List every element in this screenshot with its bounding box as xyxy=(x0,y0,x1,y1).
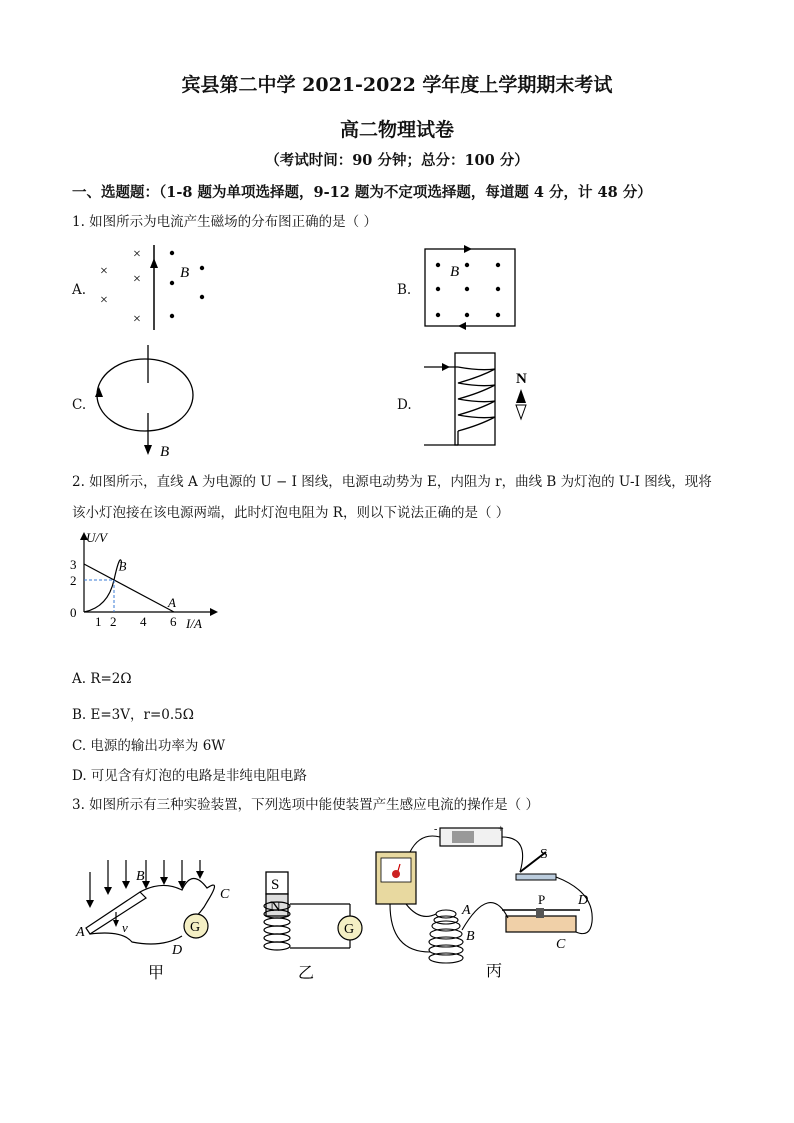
ui-chart xyxy=(68,528,228,638)
y-tick-label: 0 xyxy=(70,605,77,620)
compass-needle-north xyxy=(516,389,526,403)
svg-text:C: C xyxy=(556,937,566,952)
q1-figure-d xyxy=(420,345,540,455)
q1-figure-c xyxy=(92,343,202,463)
cross-mark: × xyxy=(133,272,141,287)
exam-title: 宾县第二中学 2021-2022 学年度上学期期末考试 xyxy=(181,74,613,96)
question-2-stem-line1: 2. 如图所示，直线 A 为电源的 U − I 图线，电源电动势为 E，内阻为 r，曲线 B 为灯泡的 U-I 图线，现将 xyxy=(72,474,712,490)
q3-figure-jia xyxy=(72,850,247,985)
cross-mark: × xyxy=(133,312,141,327)
series-b-label: B xyxy=(118,558,127,574)
svg-text:G: G xyxy=(344,922,355,937)
svg-text:-: - xyxy=(434,824,438,835)
svg-text:C: C xyxy=(220,887,230,902)
field-label: B xyxy=(450,264,460,280)
x-tick-label: 1 xyxy=(95,614,102,629)
galvanometer-label: G xyxy=(190,920,201,935)
cross-mark: × xyxy=(133,247,141,262)
field-label: B xyxy=(160,444,170,460)
switch-label: S xyxy=(540,847,548,862)
figure-caption-jia: 甲 xyxy=(148,965,165,982)
q2-option-d: D. 可见含有灯泡的电路是非纯电阻电路 xyxy=(72,768,307,784)
svg-text:A: A xyxy=(76,925,85,940)
dot-mark xyxy=(170,251,174,255)
svg-text:A: A xyxy=(462,903,471,918)
q3-figure-bing xyxy=(370,822,605,984)
series-b-curve xyxy=(84,560,122,612)
svg-text:v: v xyxy=(122,920,128,935)
magnet-s-pole: S xyxy=(271,877,280,893)
exam-info: （考试时间：90 分钟；总分：100 分） xyxy=(265,152,529,169)
series-a-label: A xyxy=(168,595,176,611)
x-tick-label: 6 xyxy=(170,614,177,629)
compass-north-label: N xyxy=(516,371,527,387)
exam-subtitle: 高二物理试卷 xyxy=(339,119,454,141)
figure-caption-yi: 乙 xyxy=(298,965,315,982)
q2-option-b: B. E=3V，r=0.5Ω xyxy=(72,707,194,723)
cross-mark: × xyxy=(100,264,108,279)
magnet-n-pole: N xyxy=(270,899,281,915)
dot-mark xyxy=(200,266,204,270)
q1-option-d-label: D. xyxy=(397,397,412,413)
dot-mark xyxy=(170,314,174,318)
x-tick-label: 4 xyxy=(140,614,147,629)
q1-option-a-label: A. xyxy=(72,282,87,298)
q1-option-c-label: C. xyxy=(72,397,87,413)
dot-mark xyxy=(200,295,204,299)
dot-mark xyxy=(170,281,174,285)
q1-option-b-label: B. xyxy=(397,282,412,298)
svg-text:D: D xyxy=(578,893,589,908)
y-axis-label: U/V xyxy=(86,530,107,545)
question-3-stem: 3. 如图所示有三种实验装置，下列选项中能使装置产生感应电流的操作是（ ） xyxy=(72,797,539,813)
svg-text:D: D xyxy=(172,943,183,958)
figure-caption-bing: 丙 xyxy=(486,963,503,980)
x-axis-label: I/A xyxy=(186,616,202,631)
svg-text:B: B xyxy=(136,869,145,884)
field-label: B xyxy=(180,265,190,281)
svg-text:B: B xyxy=(466,929,475,944)
compass-needle-south xyxy=(516,405,526,419)
y-tick-label: 3 xyxy=(70,557,77,572)
x-tick-label: 2 xyxy=(110,614,117,629)
cross-mark: × xyxy=(100,293,108,308)
question-1-stem: 1. 如图所示为电流产生磁场的分布图正确的是（ ） xyxy=(72,214,377,230)
q3-figure-yi xyxy=(258,868,373,983)
q2-option-c: C. 电源的输出功率为 6W xyxy=(72,738,226,754)
section-heading: 一、选题题：（1-8 题为单项选择题，9-12 题为不定项选择题，每道题 4 分，计 48 分） xyxy=(72,184,652,201)
svg-text:P: P xyxy=(538,892,546,907)
y-tick-label: 2 xyxy=(70,573,77,588)
rheostat xyxy=(506,916,576,932)
q1-figure-b xyxy=(420,245,520,330)
q2-option-a: A. R=2Ω xyxy=(72,671,132,687)
q1-figure-a xyxy=(95,240,225,335)
svg-text:+: + xyxy=(498,824,504,835)
question-2-stem-line2: 该小灯泡接在该电源两端，此时灯泡电阻为 R，则以下说法正确的是（ ） xyxy=(72,505,510,521)
series-a-line xyxy=(84,564,174,612)
